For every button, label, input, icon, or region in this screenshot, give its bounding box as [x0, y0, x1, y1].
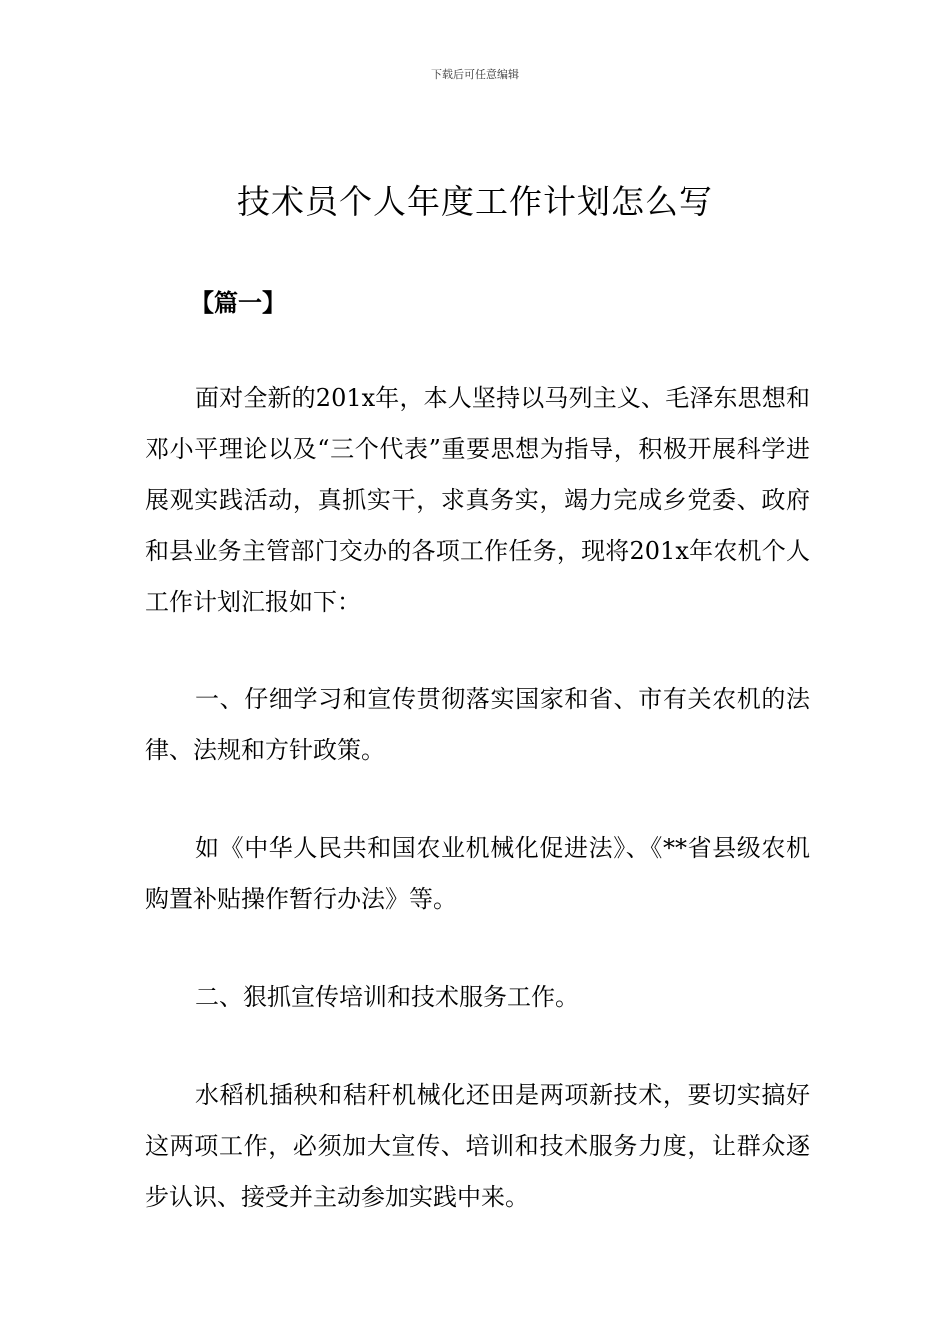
paragraph-rice-planting: 水稻机插秧和秸秆机械化还田是两项新技术，要切实搞好这两项工作，必须加大宣传、培训和技术服务力度，让群众逐步认识、接受并主动参加实践中来。 — [145, 1081, 810, 1211]
paragraph-item-one: 一、仔细学习和宣传贯彻落实国家和省、市有关农机的法律、法规和方针政策。 — [145, 685, 810, 764]
section-label: 【篇一】 — [190, 289, 286, 317]
header-note: 下载后可任意编辑 — [431, 68, 519, 81]
paragraph-example: 如《中华人民共和国农业机械化促进法》、《**省县级农机购置补贴操作暂行办法》等。 — [145, 834, 810, 913]
document-title: 技术员个人年度工作计划怎么写 — [237, 182, 713, 221]
paragraph-intro: 面对全新的201x年，本人坚持以马列主义、毛泽东思想和邓小平理论以及“三个代表”重要思想为指导，积极开展科学进展观实践活动，真抓实干，求真务实，竭力完成乡党委、政府和县业务主管部门交办的各项工作任务，现将201x年农机个人工作计划汇报如下： — [145, 384, 810, 616]
paragraph-item-two: 二、狠抓宣传培训和技术服务工作。 — [195, 983, 579, 1011]
